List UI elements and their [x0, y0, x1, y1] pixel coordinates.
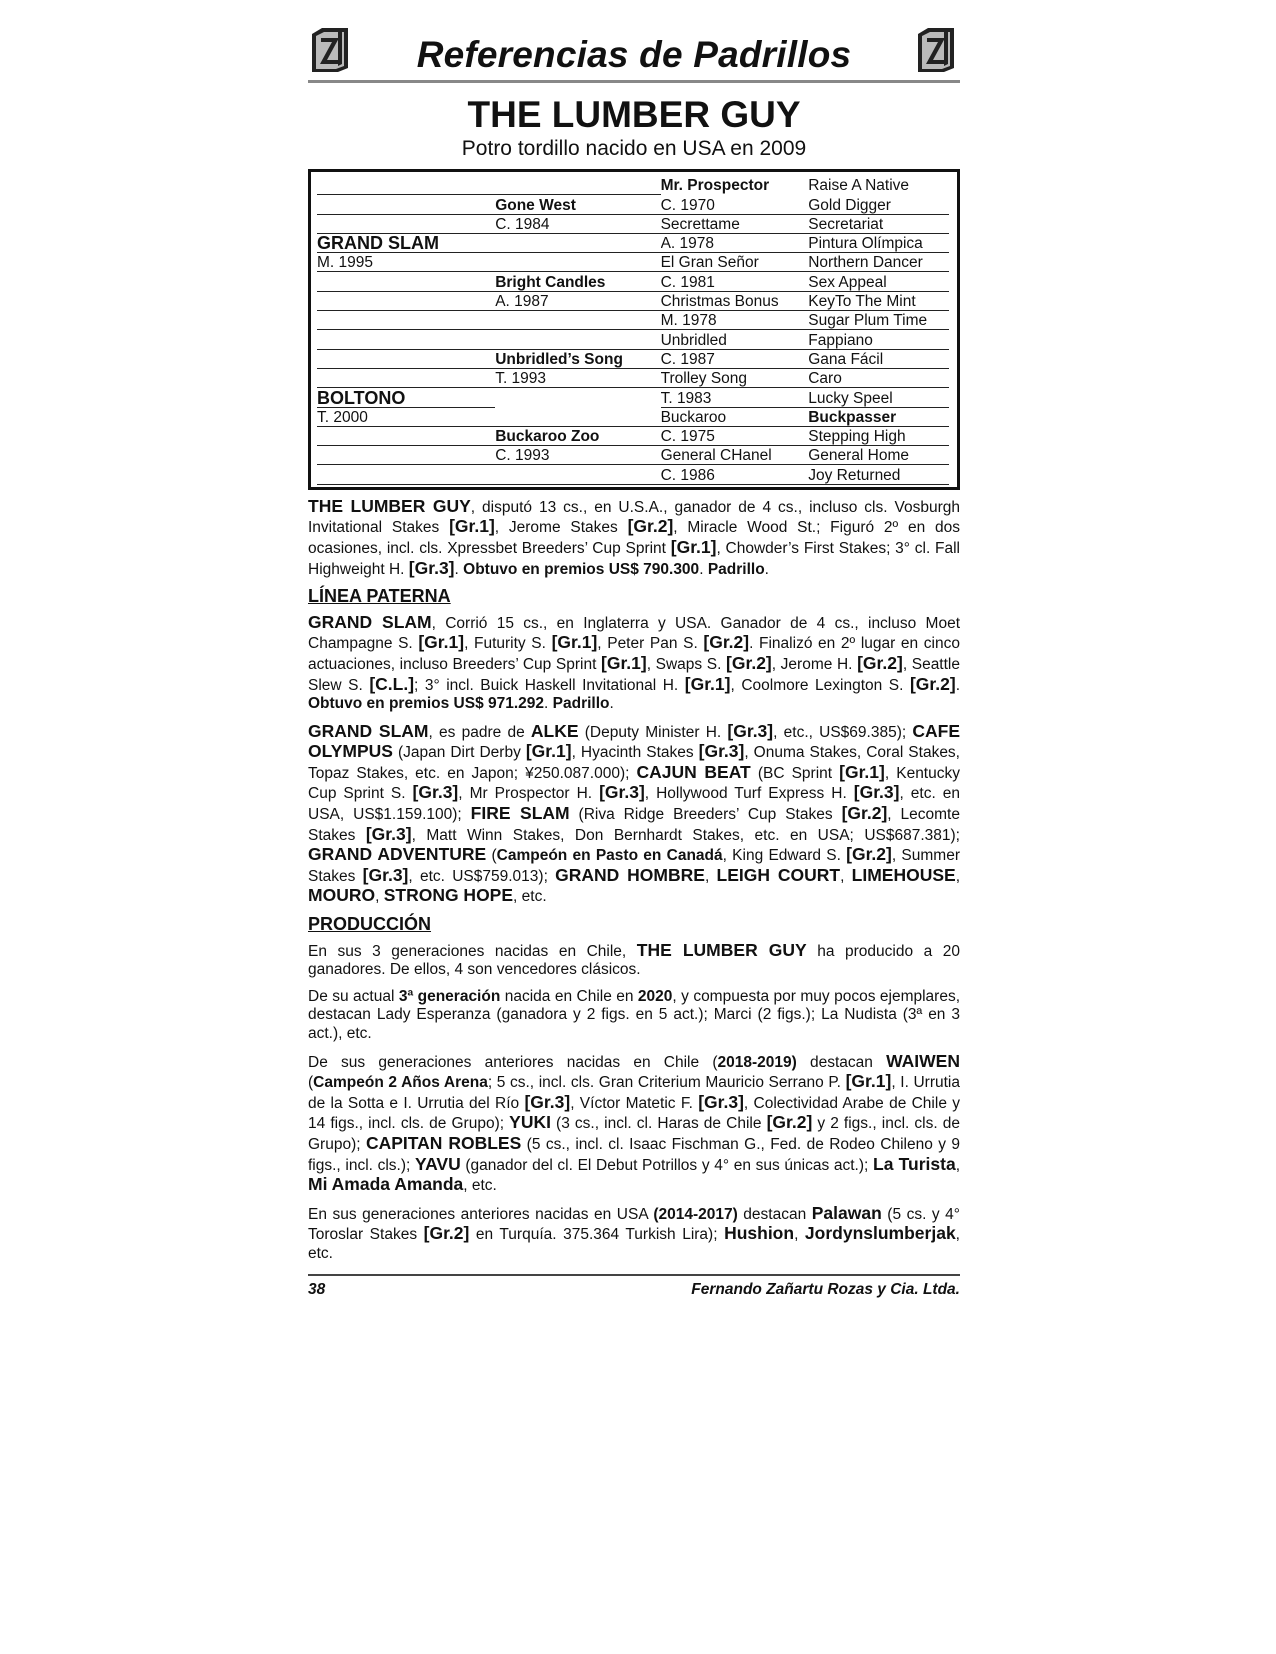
pedigree-cell: Sex Appeal [808, 274, 949, 292]
pedigree-cell: C. 1993 [495, 447, 660, 465]
pedigree-cell: El Gran Señor [661, 254, 809, 272]
sire-paragraph: GRAND SLAM, Corrió 15 cs., en Inglaterra y USA. Ganador de 4 cs., incluso Moet Champagne S. [Gr.1], Futurity S. [Gr.1], Peter Pan S. [Gr.2]. Finalizó en 2º lugar en cinco actuaciones, incluso Breeders’ Cup Sprint [Gr.1], Swaps S. [Gr.2], Jerome H. [Gr.2], Seattle Slew S. [C.L.]; 3° incl. Buick Haskell Invitational H. [Gr.1], Coolmore Lexington S. [Gr.2]. Obtuvo en premios US$ 971.292. Padrillo. [308, 611, 961, 713]
sire-progeny-paragraph: GRAND SLAM, es padre de ALKE (Deputy Minister H. [Gr.3], etc., US$69.385); CAFE OLYMPUS (Japan Dirt Derby [Gr.1], Hyacinth Stakes [Gr.3], Onuma Stakes, Coral Stakes, Topaz Stakes, etc. en Japon; ¥250.087.000); CAJUN BEAT (BC Sprint [Gr.1], Kentucky Cup Sprint S. [Gr.3], Mr Prospector H. [Gr.3], Hollywood Turf Express H. [Gr.3], etc. en USA, US$1.159.100); FIRE SLAM (Riva Ridge Breeders’ Cup Stakes [Gr.2], Lecomte Stakes [Gr.3], Matt Winn Stakes, Don Bernhardt Stakes, etc. en USA; US$687.381); GRAND ADVENTURE (Campeón en Pasto en Canadá, King Edward S. [Gr.2], Summer Stakes [Gr.3], etc. US$759.013); GRAND HOMBRE, LEIGH COURT, LIMEHOUSE, MOURO, STRONG HOPE, etc. [308, 720, 961, 906]
pedigree-cell: Unbridled [661, 332, 809, 350]
pedigree-row [317, 215, 949, 234]
pedigree-row [317, 195, 949, 214]
pedigree-cell [495, 235, 660, 253]
pedigree-cell: GRAND SLAM [317, 235, 495, 253]
pedigree-cell: Buckaroo [661, 409, 809, 427]
pedigree-cell [317, 447, 495, 465]
horse-name: THE LUMBER GUY [467, 94, 801, 135]
page-number: 38 [308, 1280, 326, 1298]
production-paragraph-2: De su actual 3ª generación nacida en Chile en 2020, y compuesta por muy pocos ejemplares, destacan Lady Esperanza (ganadora y 2 figs. en 5 act.); Marci (2 figs.); La Nudista (3ª en 3 act.), etc. [308, 987, 960, 1042]
pedigree-cell: M. 1978 [661, 312, 809, 330]
pedigree-cell [317, 312, 495, 330]
pedigree-row [317, 350, 949, 369]
pedigree-cell: Bright Candles [495, 274, 660, 292]
pedigree-cell: Sugar Plum Time [808, 312, 949, 330]
pedigree-cell [317, 197, 495, 215]
section-heading-paternal: LÍNEA PATERNA [308, 586, 451, 607]
production-paragraph-4: En sus generaciones anteriores nacidas en USA (2014-2017) destacan Palawan (5 cs. y 4° Toroslar Stakes [Gr.2] en Turquía. 375.364 Turkish Lira); Hushion, Jordynslumberjak, etc. [308, 1202, 960, 1262]
pedigree-table [308, 169, 960, 490]
pedigree-cell: Northern Dancer [808, 254, 949, 272]
pedigree-cell [317, 428, 495, 446]
pedigree-row [317, 272, 949, 291]
pedigree-cell [495, 332, 660, 350]
body-text [308, 497, 960, 1264]
pedigree-row [317, 408, 949, 427]
pedigree-cell [317, 370, 495, 388]
pedigree-cell: Stepping High [808, 428, 949, 446]
pedigree-cell: C. 1981 [661, 274, 809, 292]
pedigree-cell [317, 293, 495, 311]
pedigree-cell: Buckpasser [808, 409, 949, 427]
pedigree-cell: C. 1987 [661, 351, 809, 369]
pedigree-cell: Raise A Native [808, 177, 910, 195]
pedigree-row [317, 465, 949, 484]
pedigree-cell [495, 177, 660, 195]
pedigree-cell: Unbridled’s Song [495, 351, 660, 369]
pedigree-cell: C. 1986 [661, 467, 809, 485]
pedigree-cell [495, 467, 660, 485]
pedigree-cell: BOLTONO [317, 390, 495, 408]
section-heading-production: PRODUCCIÓN [308, 914, 432, 935]
pedigree-cell: A. 1978 [661, 235, 809, 253]
publisher-name: Fernando Zañartu Rozas y Cia. Ltda. [691, 1280, 960, 1298]
pedigree-row [317, 176, 949, 195]
pedigree-cell [495, 312, 660, 330]
pedigree-cell: T. 1983 [661, 390, 809, 408]
pedigree-cell: Pintura Olímpica [808, 235, 949, 253]
pedigree-cell: Gone West [495, 197, 660, 215]
pedigree-cell: T. 1993 [495, 370, 660, 388]
pedigree-cell: A. 1987 [495, 293, 660, 311]
logo-icon [914, 24, 960, 74]
pedigree-cell: C. 1970 [661, 197, 809, 215]
pedigree-cell: M. 1995 [317, 254, 495, 272]
pedigree-cell: Secretariat [808, 216, 949, 234]
pedigree-cell: General CHanel [661, 447, 809, 465]
pedigree-row [317, 292, 949, 311]
horse-subtitle: Potro tordillo nacido en USA en 2009 [461, 137, 807, 160]
pedigree-cell: Mr. Prospector [660, 177, 770, 195]
pedigree-cell [317, 467, 495, 485]
pedigree-cell: KeyTo The Mint [808, 293, 949, 311]
pedigree-cell [317, 332, 495, 350]
race-record-paragraph: THE LUMBER GUY, disputó 13 cs., en U.S.A., ganador de 4 cs., incluso cls. Vosburgh Invitational Stakes [Gr.1], Jerome Stakes [Gr.2], Miracle Wood St.; Figuró 2º en dos ocasiones, incl. cls. Xpressbet Breeders’ Cup Sprint [Gr.1], Chowder’s First Stakes; 3° cl. Fall Highweight H. [Gr.3]. Obtuvo en premios US$ 790.300. Padrillo. [308, 495, 961, 578]
pedigree-cell [495, 390, 660, 408]
pedigree-cell: Joy Returned [808, 467, 949, 485]
pedigree-cell: Gana Fácil [808, 351, 949, 369]
pedigree-row [317, 253, 949, 272]
document-page [308, 18, 960, 1299]
pedigree-cell: Fappiano [808, 332, 949, 350]
pedigree-row [317, 311, 949, 330]
pedigree-cell [317, 351, 495, 369]
pedigree-cell: C. 1984 [495, 216, 660, 234]
pedigree-cell: Lucky Speel [808, 390, 949, 408]
pedigree-row [317, 446, 949, 465]
pedigree-cell: Christmas Bonus [661, 293, 809, 311]
production-paragraph-1: En sus 3 generaciones nacidas en Chile, THE LUMBER GUY ha producido a 20 ganadores. De ellos, 4 son vencedores clásicos. [308, 939, 961, 979]
page-footer [308, 1274, 960, 1299]
pedigree-cell: General Home [808, 447, 949, 465]
pedigree-row [317, 427, 949, 446]
pedigree-cell: Trolley Song [661, 370, 809, 388]
pedigree-row [317, 330, 949, 349]
pedigree-row [317, 369, 949, 388]
pedigree-cell: Gold Digger [808, 197, 949, 215]
pedigree-cell: C. 1975 [661, 428, 809, 446]
page-header [308, 18, 960, 83]
pedigree-row [317, 234, 949, 253]
pedigree-cell [495, 254, 660, 272]
pedigree-cell [317, 177, 495, 195]
pedigree-cell: T. 2000 [317, 409, 495, 427]
pedigree-cell: Secrettame [661, 216, 809, 234]
production-paragraph-3: De sus generaciones anteriores nacidas en Chile (2018-2019) destacan WAIWEN (Campeón 2 Años Arena; 5 cs., incl. cls. Gran Criterium Mauricio Serrano P. [Gr.1], I. Urrutia de la Sotta e I. Urrutia del Río [Gr.3], Víctor Matetic F. [Gr.3], Colectividad Arabe de Chile y 14 figs., incl. cls. de Grupo); YUKI (3 cs., incl. cl. Haras de Chile [Gr.2] y 2 figs., incl. cls. de Grupo); CAPITAN ROBLES (5 cs., incl. cl. Isaac Fischman G., Fed. de Rodeo Chileno y 9 figs., incl. cls.); YAVU (ganador del cl. El Debut Potrillos y 4° en sus únicas act.); La Turista, Mi Amada Amanda, etc. [308, 1050, 961, 1195]
pedigree-cell [317, 274, 495, 292]
pedigree-cell: Caro [808, 370, 949, 388]
pedigree-row [317, 388, 949, 407]
pedigree-cell [317, 216, 495, 234]
pedigree-cell [495, 409, 660, 427]
header-title: Referencias de Padrillos [416, 34, 852, 75]
pedigree-cell: Buckaroo Zoo [495, 428, 660, 446]
